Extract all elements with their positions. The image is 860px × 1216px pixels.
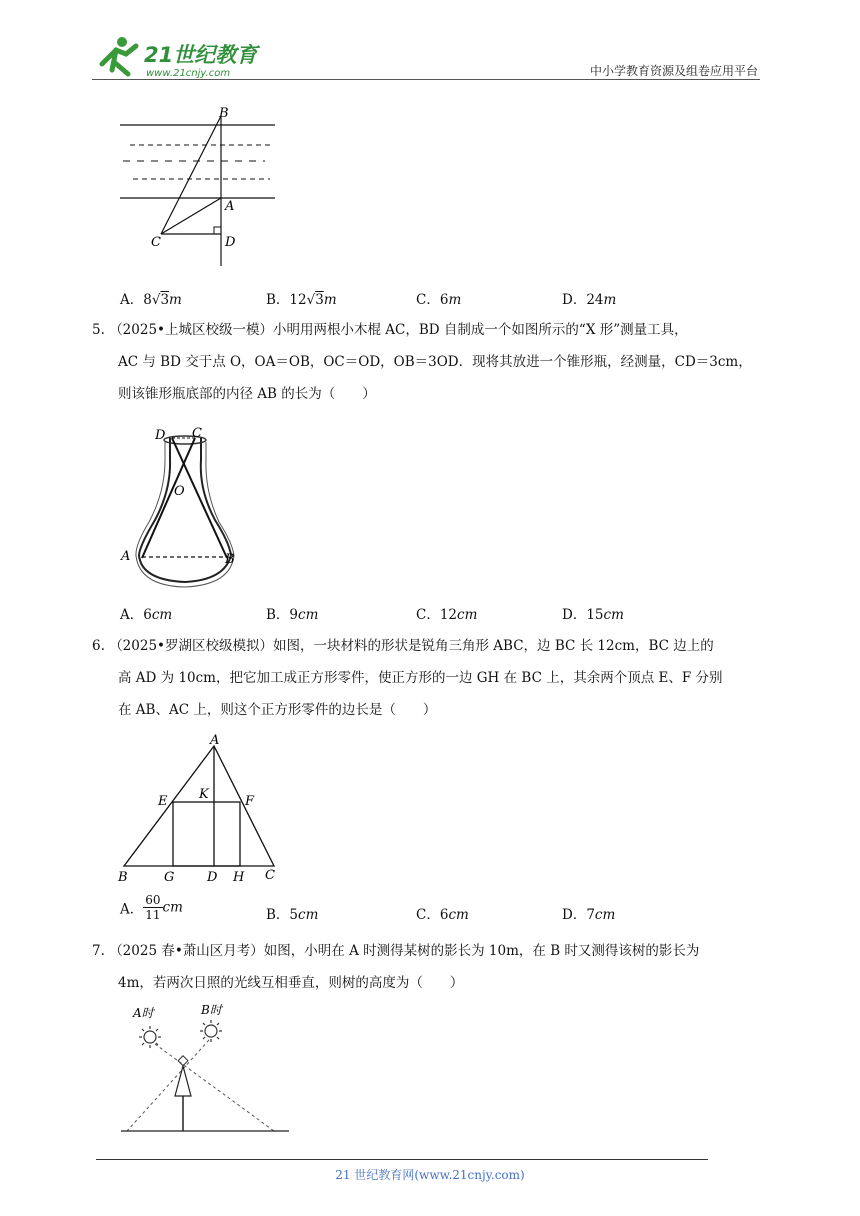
- q6-label-e: E: [158, 794, 168, 809]
- site-logo: [92, 34, 262, 80]
- q5-label-a: A: [121, 549, 131, 564]
- q6-figure: [112, 730, 287, 890]
- runner-logo-icon: [102, 37, 136, 74]
- q6-option-c[interactable]: C．6cm: [416, 907, 469, 923]
- q5-line-3: 则该锥形瓶底部的内径 AB 的长为（ ）: [118, 386, 376, 402]
- q7-label-a-time: A时: [133, 1006, 154, 1020]
- q5-label-d: D: [155, 428, 166, 443]
- q6-label-c: C: [265, 868, 275, 883]
- q6-option-a[interactable]: A． $\frac{60}{11}$ cm: [120, 893, 183, 922]
- q4-option-d[interactable]: D．24m: [562, 292, 617, 308]
- q7-line-1: 7. （2025 春•萧山区月考）如图，小明在 A 时测得某树的影长为 10m，在 B 时又测得该树的影长为: [92, 943, 700, 959]
- q7-label-b-time: B时: [201, 1003, 222, 1017]
- q6-option-d[interactable]: D．7cm: [562, 907, 616, 923]
- q6-line-3: 在 AB、AC 上，则这个正方形零件的边长是（ ）: [118, 702, 437, 718]
- q7-text: [92, 935, 782, 999]
- footer-divider: [96, 1159, 708, 1160]
- sun-b-icon: [200, 1020, 222, 1042]
- q5-label-c: C: [192, 426, 202, 441]
- q5-text: [92, 314, 782, 410]
- q5-option-c[interactable]: C．12cm: [416, 607, 478, 623]
- header-divider: [92, 79, 760, 80]
- q6-label-k: K: [199, 787, 209, 802]
- q6-label-a: A: [210, 733, 220, 748]
- q4-label-c: C: [151, 235, 161, 250]
- q4-label-a: A: [225, 199, 235, 214]
- q7-figure: [115, 1000, 295, 1135]
- logo-url: www.21cnjy.com: [146, 68, 231, 79]
- q5-label-o: O: [174, 484, 185, 499]
- q4-label-d: D: [225, 235, 236, 250]
- q4-figure: [115, 104, 285, 274]
- q5-line-1: 5. （2025•上城区校级一模）小明用两根小木棍 AC，BD 自制成一个如图所示的“X 形”测量工具，: [92, 322, 688, 338]
- q4-option-a[interactable]: A．8√3m: [120, 292, 182, 308]
- q6-line-2: 高 AD 为 10cm，把它加工成正方形零件，使正方形的一边 GH 在 BC 上，其余两个顶点 E、F 分别: [118, 670, 723, 686]
- q6-text: [92, 630, 782, 726]
- q6-line-1: 6. （2025•罗湖区校级模拟）如图，一块材料的形状是锐角三角形 ABC，边 BC 长 12cm，BC 边上的: [92, 638, 714, 654]
- q5-option-d[interactable]: D．15cm: [562, 607, 624, 623]
- q6-option-b[interactable]: B．5cm: [266, 907, 319, 923]
- q6-label-g: G: [164, 870, 175, 885]
- q6-label-f: F: [245, 794, 255, 809]
- q6-label-d: D: [207, 870, 218, 885]
- q4-label-b: B: [219, 106, 229, 121]
- q7-line-2: 4m，若两次日照的光线互相垂直，则树的高度为（ ）: [118, 975, 464, 991]
- q5-option-a[interactable]: A．6cm: [120, 607, 173, 623]
- q5-label-b: B: [225, 552, 235, 567]
- logo-text: 21世纪教育: [144, 43, 258, 67]
- q4-option-b[interactable]: B．12√3m: [266, 292, 337, 308]
- q5-line-2: AC 与 BD 交于点 O，OA＝OB，OC＝OD，OB＝3OD．现将其放进一个锥形瓶，经测量，CD＝3cm，: [118, 354, 752, 370]
- tree-icon: [175, 1066, 191, 1096]
- header-platform-text: 中小学教育资源及组卷应用平台: [589, 64, 758, 78]
- q4-option-c[interactable]: C．6m: [416, 292, 462, 308]
- footer-link[interactable]: 21 世纪教育网(www.21cnjy.com): [335, 1168, 525, 1182]
- q6-label-b: B: [118, 870, 128, 885]
- q6-label-h: H: [233, 870, 245, 885]
- q5-option-b[interactable]: B．9cm: [266, 607, 319, 623]
- sun-a-icon: [139, 1026, 161, 1048]
- q5-figure: [115, 420, 245, 590]
